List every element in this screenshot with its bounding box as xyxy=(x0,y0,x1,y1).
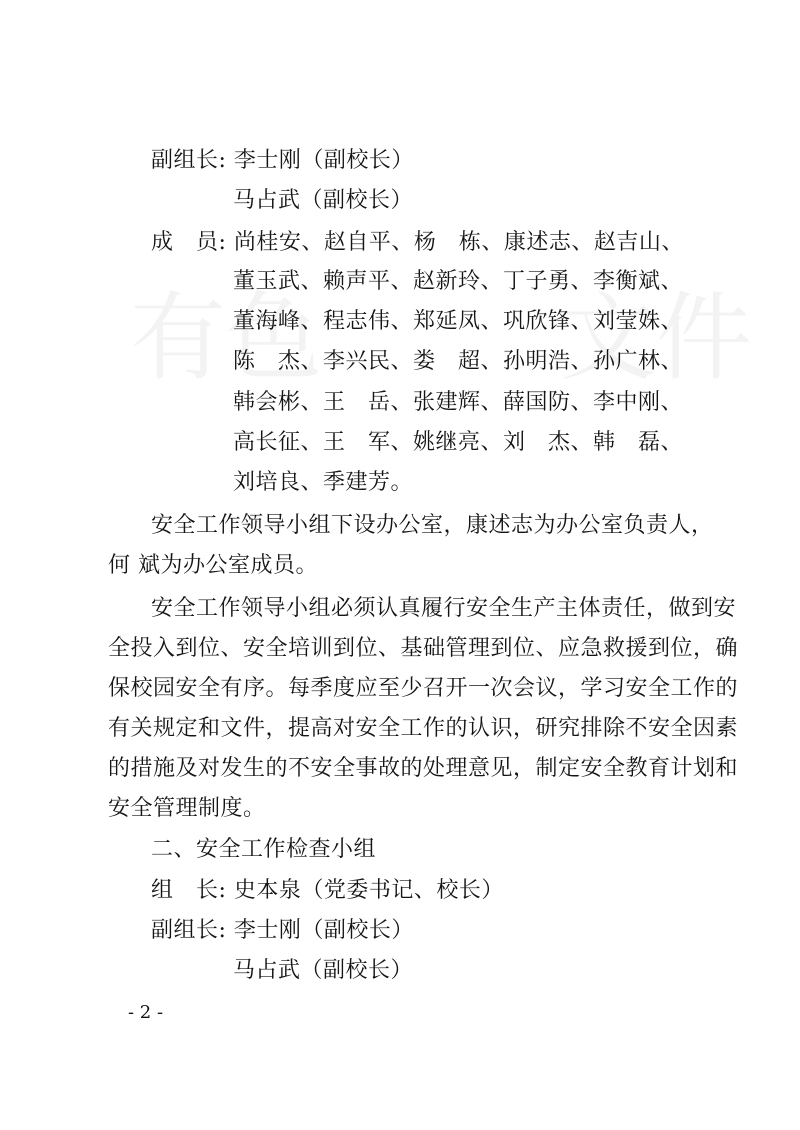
members-row xyxy=(151,228,684,258)
deputy-leader-row xyxy=(151,146,414,176)
deputy-leader-row xyxy=(151,916,414,946)
duty-paragraph-line: 安全工作领导小组必须认真履行安全生产主体责任，做到安 xyxy=(151,596,737,621)
deputy-leader-label: 副组长: xyxy=(151,918,227,943)
leader-row xyxy=(151,876,504,906)
office-paragraph-line: 何 斌为办公室成员。 xyxy=(108,553,318,578)
members-line: 董海峰、程志伟、郑延凤、巩欣锋、刘莹姝、 xyxy=(233,309,684,334)
deputy-leader-label: 副组长: xyxy=(151,148,227,173)
bleed-through-mark: 有色 xyxy=(130,282,322,394)
leader-label: 组 长: xyxy=(151,878,227,903)
leader-name: 史本泉（党委书记、校长） xyxy=(233,878,504,903)
members-line: 刘培良、季建芳。 xyxy=(233,470,414,495)
duty-paragraph-line: 保校园安全有序。每季度应至少召开一次会议，学习安全工作的 xyxy=(108,676,739,701)
members-label: 成 员: xyxy=(151,230,227,255)
duty-paragraph-line: 全投入到位、安全培训到位、基础管理到位、应急救援到位，确 xyxy=(108,636,739,661)
office-paragraph-line: 安全工作领导小组下设办公室，康述志为办公室负责人， xyxy=(151,513,714,538)
members-line: 尚桂安、赵自平、杨 栋、康述志、赵吉山、 xyxy=(233,230,684,255)
page-number: - 2 - xyxy=(128,1002,164,1023)
bleed-through-mark: 文件 xyxy=(560,282,752,394)
members-line: 韩会彬、王 岳、张建辉、薛国防、李中刚、 xyxy=(233,390,684,415)
members-line: 陈 杰、李兴民、娄 超、孙明浩、孙广林、 xyxy=(233,349,684,374)
deputy-leader-name: 马占武（副校长） xyxy=(233,958,414,983)
section-heading: 二、安全工作检查小组 xyxy=(151,837,377,862)
deputy-leader-name: 李士刚（副校长） xyxy=(233,148,414,173)
members-line: 高长征、王 军、姚继亮、刘 杰、韩 磊、 xyxy=(233,430,684,455)
members-line: 董玉武、赖声平、赵新玲、丁子勇、李衡斌、 xyxy=(233,269,684,294)
duty-paragraph-line: 有关规定和文件，提高对安全工作的认识，研究排除不安全因素 xyxy=(108,716,739,741)
deputy-leader-name: 马占武（副校长） xyxy=(233,188,414,213)
duty-paragraph-line: 的措施及对发生的不安全事故的处理意见，制定安全教育计划和 xyxy=(108,756,739,781)
duty-paragraph-line: 安全管理制度。 xyxy=(108,796,266,821)
deputy-leader-name: 李士刚（副校长） xyxy=(233,918,414,943)
